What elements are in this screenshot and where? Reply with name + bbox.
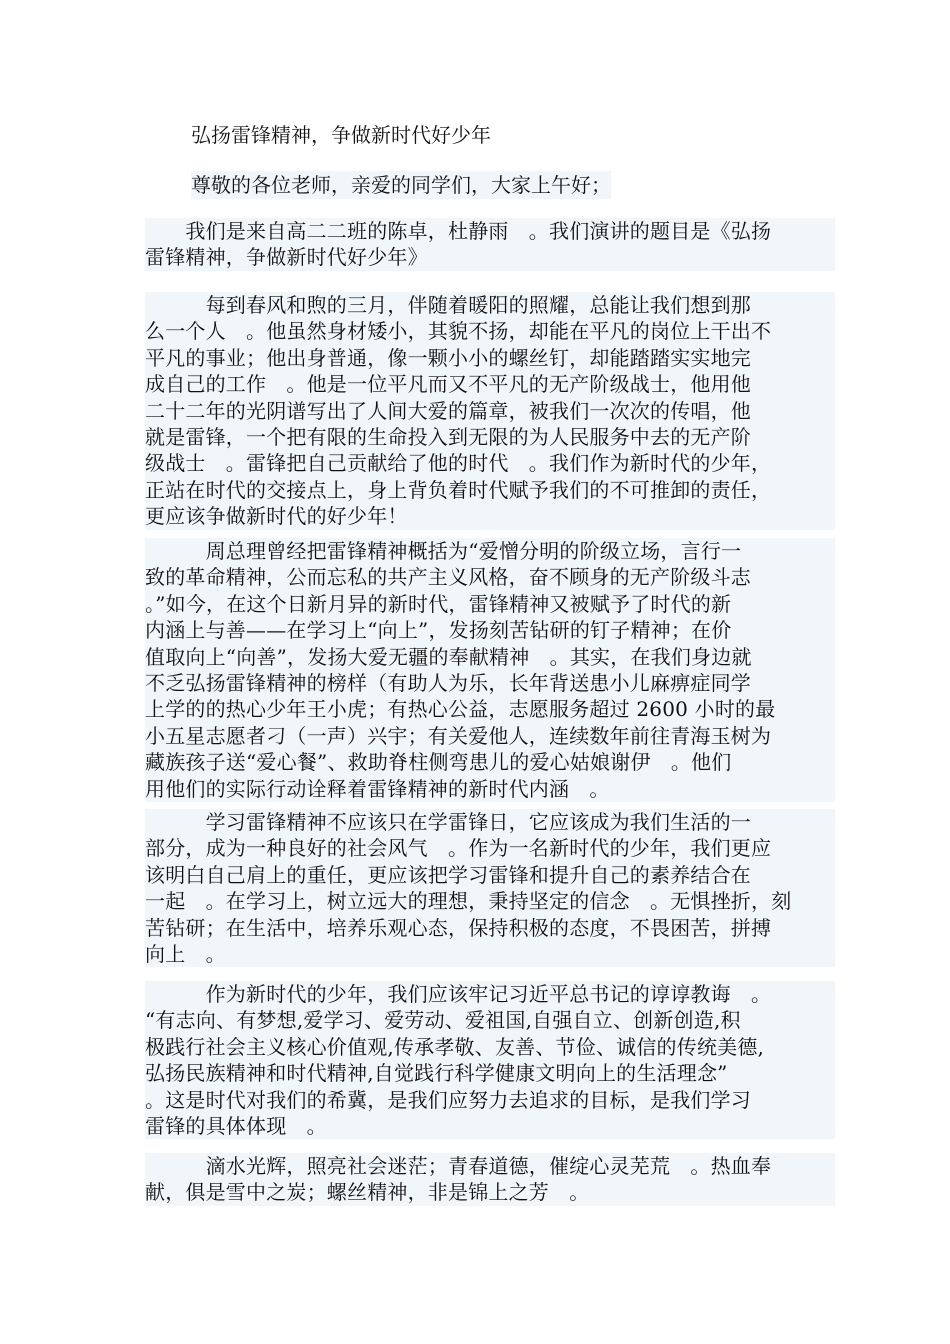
paragraph-teaching (145, 981, 835, 1139)
text-line: 用他们的实际行动诠释着雷锋精神的新时代内涵 。 (145, 776, 835, 802)
paragraph-intro (145, 218, 835, 271)
text-line: 部分，成为一种良好的社会风气 。作为一名新时代的少年，我们更应 (145, 835, 835, 861)
text-line: 苦钻研；在生活中，培养乐观心态，保持积极的态度，不畏困苦，拼搏 (145, 915, 835, 941)
text-line: 更应该争做新时代的好少年！ (145, 503, 835, 529)
text-line: 向上 。 (145, 941, 835, 967)
greeting-line: 尊敬的各位老师，亲爱的同学们，大家上午好； (191, 173, 611, 197)
text-line: 雷锋精神，争做新时代好少年》 (145, 244, 835, 270)
text-line: 作为新时代的少年，我们应该牢记习近平总书记的谆谆教诲 。 (145, 981, 835, 1007)
text-line: 么一个人 。他虽然身材矮小，其貌不扬，却能在平凡的岗位上干出不 (145, 318, 835, 344)
text-line: 周总理曾经把雷锋精神概括为“爱憎分明的阶级立场，言行一 (145, 538, 835, 564)
text-line: 级战士 。雷锋把自己贡献给了他的时代 。我们作为新时代的少年， (145, 450, 835, 476)
text-line: 滴水光辉，照亮社会迷茫；青春道德，催绽心灵芜荒 。热血奉 (145, 1153, 835, 1179)
text-line: 不乏弘扬雷锋精神的榜样（有助人为乐，长年背送患小儿麻痹症同学 (145, 670, 835, 696)
paragraph-new-era-spirit (145, 538, 835, 802)
speech-title: 弘扬雷锋精神，争做新时代好少年 (191, 123, 491, 147)
text-line: 致的革命精神，公而忘私的共产主义风格，奋不顾身的无产阶级斗志 (145, 564, 835, 590)
text-line: 弘扬民族精神和时代精神,自觉践行科学健康文明向上的生活理念” (145, 1060, 835, 1086)
text-line: 。”如今，在这个日新月异的新时代，雷锋精神又被赋予了时代的新 (145, 591, 835, 617)
paragraph-learning-lei-feng (145, 809, 835, 967)
text-line: 每到春风和煦的三月，伴随着暖阳的照耀，总能让我们想到那 (145, 292, 835, 318)
text-line: 极践行社会主义核心价值观,传承孝敬、友善、节俭、诚信的传统美德, (145, 1034, 835, 1060)
text-line: 我们是来自高二二班的陈卓，杜静雨 。我们演讲的题目是《弘扬 (145, 218, 835, 244)
text-line: 。这是时代对我们的希冀，是我们应努力去追求的目标，是我们学习 (145, 1087, 835, 1113)
text-line: 一起 。在学习上，树立远大的理想，秉持坚定的信念 。无惧挫折，刻 (145, 888, 835, 914)
text-line: “有志向、有梦想,爱学习、爱劳动、爱祖国,自强自立、创新创造,积 (145, 1007, 835, 1033)
text-line: 正站在时代的交接点上，身上背负着时代赋予我们的不可推卸的责任， (145, 477, 835, 503)
text-line: 平凡的事业；他出身普通，像一颗小小的螺丝钉，却能踏踏实实地完 (145, 345, 835, 371)
paragraph-lei-feng-story (145, 292, 835, 530)
text-line: 该明白自己肩上的重任，更应该把学习雷锋和提升自己的素养结合在 (145, 862, 835, 888)
text-line: 成自己的工作 。他是一位平凡而又不平凡的无产阶级战士，他用他 (145, 371, 835, 397)
text-line: 上学的的热心少年王小虎；有热心公益，志愿服务超过 2600 小时的最 (145, 696, 835, 722)
text-line: 二十二年的光阴谱写出了人间大爱的篇章，被我们一次次的传唱，他 (145, 398, 835, 424)
text-line: 值取向上“向善”，发扬大爱无疆的奉献精神 。其实，在我们身边就 (145, 644, 835, 670)
text-line: 献，俱是雪中之炭；螺丝精神，非是锦上之芳 。 (145, 1179, 835, 1205)
text-line: 就是雷锋，一个把有限的生命投入到无限的为人民服务中去的无产阶 (145, 424, 835, 450)
text-line: 小五星志愿者刁（一声）兴宇；有关爱他人，连续数年前往青海玉树为 (145, 723, 835, 749)
text-line: 雷锋的具体体现 。 (145, 1113, 835, 1139)
text-line: 学习雷锋精神不应该只在学雷锋日，它应该成为我们生活的一 (145, 809, 835, 835)
text-line: 内涵上与善——在学习上“向上”，发扬刻苦钻研的钉子精神；在价 (145, 617, 835, 643)
text-line: 藏族孩子送“爱心餐”、救助脊柱侧弯患儿的爱心姑娘谢伊 。他们 (145, 749, 835, 775)
paragraph-closing (145, 1153, 835, 1206)
